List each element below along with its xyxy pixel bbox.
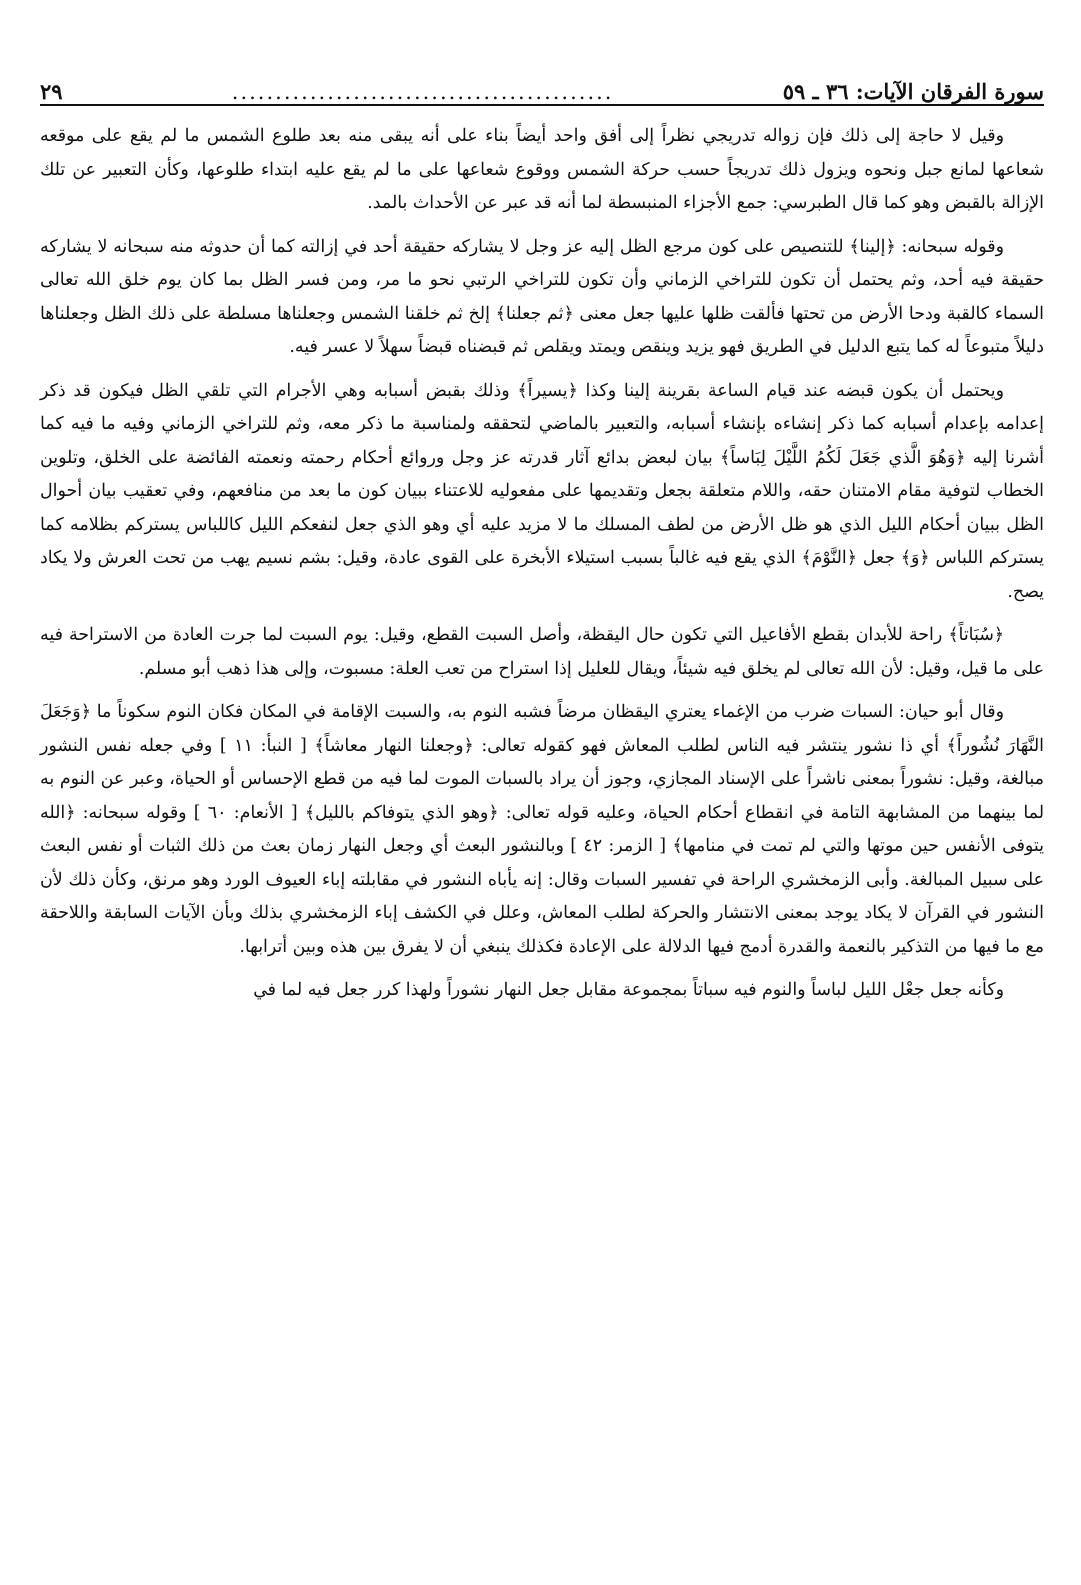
page-number: ٢٩ xyxy=(40,79,63,104)
book-page xyxy=(40,70,1044,1570)
paragraph-4: ﴿سُبَاتاً﴾ راحة للأبدان بقطع الأفاعيل التي تكون حال اليقظة، وأصل السبت القطع، وقيل: يوم السبت لما جرت العادة من الاستراحة فيه على ما قيل، وقيل: لأن الله تعالى لم يخلق فيه شيئاً، ويقال للعليل إذا استراح من تعب العلة: مسبوت، وإلى هذا ذهب أبو مسلم. xyxy=(40,625,1044,679)
paragraph-3: ويحتمل أن يكون قبضه عند قيام الساعة بقرينة إلينا وكذا ﴿يسيراً﴾ وذلك بقبض أسبابه وهي الأجرام التي تلقي الظل فيكون قد ذكر إعدامه بإعدام أسبابه كما ذكر إنشاءه بإنشاء أسبابه، والتعبير بالماضي لتحققه ولمناسبة ما ذكر معه، وثم للتراخي الزماني وفيه ما فيه كما أشرنا إليه ﴿وَهُوَ الَّذي جَعَلَ لَكُمُ اللَّيْلَ لِبَاساً﴾ بيان لبعض بدائع آثار قدرته عز وجل وروائع أحكام رحمته ونعمته الفائضة على الخلق، وتلوين الخطاب لتوفية مقام الامتنان حقه، واللام متعلقة بجعل وتقديمها على مفعوليه للاعتناء ببيان كون ما بعد من منافعهم، وفي تعقيب بيان أحوال الظل ببيان أحكام الليل الذي هو ظل الأرض من لطف المسلك ما لا مزيد عليه أي وهو الذي جعل لنفعكم الليل كاللباس يستركم بظلامه كما يستركم اللباس ﴿وَ﴾ جعل ﴿النَّوْمَ﴾ الذي يقع فيه غالباً بسبب استيلاء الأبخرة على القوى عادة، وقيل: بشم نسيم يهب من تحت العرش ولا يكاد يصح. xyxy=(40,380,1044,602)
running-header xyxy=(40,70,1044,106)
paragraph-2: وقوله سبحانه: ﴿إلينا﴾ للتنصيص على كون مرجع الظل إليه عز وجل لا يشاركه حقيقة أحد في إزالته كما أن حدوثه منه سبحانه لا يشاركه حقيقة فيه أحد، وثم يحتمل أن تكون للتراخي الزماني وأن تكون للتراخي الرتبي نحو ما مر، ومن فسر الظل بما كان يوم خلق الله تعالى السماء كالقبة ودحا الأرض من تحتها فألقت ظلها عليها جعل معنى ﴿ثم جعلنا﴾ إلخ ثم خلقنا الشمس وجعلناها مسلطة على ذلك الظل وجعلناها دليلاً متبوعاً له كما يتبع الدليل في الطريق فهو يزيد وينقص ويمتد ويقلص ثم قبضناه قبضاً سهلاً لا عسر فيه. xyxy=(40,236,1044,357)
paragraph-1: وقيل لا حاجة إلى ذلك فإن زواله تدريجي نظراً إلى أفق واحد أيضاً بناء على أنه يبقى منه بعد طلوع الشمس ما لم يقع على موقعه شعاعها لمانع جبل ونحوه ويزول ذلك تدريجاً حسب حركة الشمس ووقوع شعاعها على ما لم يقع عليه ابتداء طلوعها، وكأن التعبير عن تلك الإزالة بالقبض وهو كما قال الطبرسي: جمع الأجزاء المنبسطة لما أنه قد عبر عن الأحداث بالمد. xyxy=(40,126,1044,213)
paragraph-6: وكأنه جعل جعْل الليل لباساً والنوم فيه سباتاً بمجموعة مقابل جعل النهار نشوراً ولهذا كرر جعل فيه لما في xyxy=(253,980,1004,1000)
page-body xyxy=(40,120,1044,1008)
header-title: سورة الفرقان الآيات: ٣٦ ـ ٥٩ xyxy=(782,79,1044,104)
paragraph-5: وقال أبو حيان: السبات ضرب من الإغماء يعتري اليقظان مرضاً فشبه النوم به، والسبت الإقامة في المكان فكان النوم سكوناً ما ﴿وَجَعَلَ النَّهَارَ نُشُوراً﴾ أي ذا نشور ينتشر فيه الناس لطلب المعاش فهو كقوله تعالى: ﴿وجعلنا النهار معاشاً﴾ [ النبأ: ١١ ] وفي جعله نفس النشور مبالغة، وقيل: نشوراً بمعنى ناشراً على الإسناد المجازي، وجوز أن يراد بالسبات الموت لما فيه من قطع الإحساس أو الحياة، وعبر عن النوم به لما بينهما من المشابهة التامة في انقطاع أحكام الحياة، وعليه قوله تعالى: ﴿وهو الذي يتوفاكم بالليل﴾ [ الأنعام: ٦٠ ] وقوله سبحانه: ﴿الله يتوفى الأنفس حين موتها والتي لم تمت في منامها﴾ [ الزمر: ٤٢ ] وبالنشور البعث أي وجعل النهار زمان بعث من ذلك الثبات أو نفس البعث على سبيل المبالغة. وأبى الزمخشري الراحة في تفسير السبات وقال: إنه يأباه النشور في مقابلته إباء العيوف الورد وهو مرنق، وكأن ذلك لأن النشور في القرآن لا يكاد يوجد بمعنى الانتشار والحركة لطلب المعاش، وعلل في الكشف إباء الزمخشري بذلك وبأن الآيات السابقة واللاحقة مع ما فيها من التذكير بالنعمة والقدرة أدمج فيها الدلالة على الإعادة فكذلك ينبغي أن لا يفرق بين هذه وبين أترابها. xyxy=(40,702,1045,957)
header-dot-leader: ............................................ xyxy=(231,80,614,104)
